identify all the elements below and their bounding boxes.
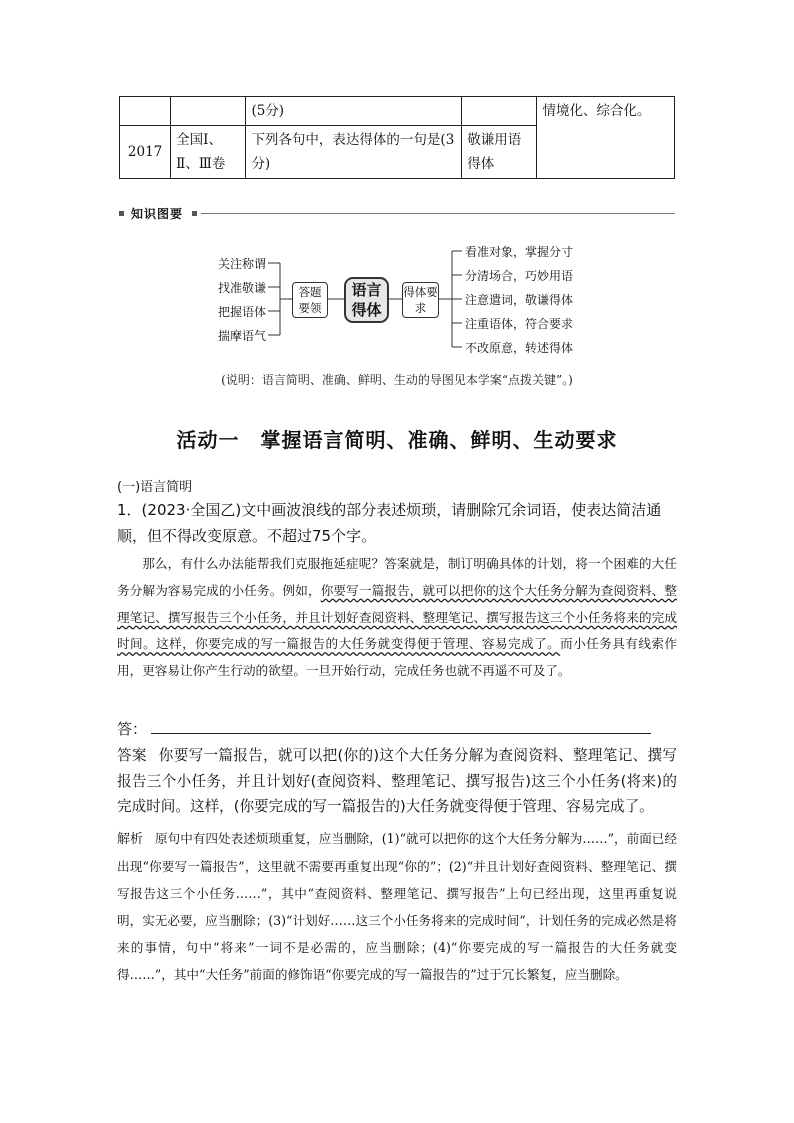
year-cell: 2017: [120, 126, 171, 179]
mind-left-item: 揣摩语气: [217, 329, 266, 343]
question-cell: (5分): [246, 97, 462, 126]
answer-blank-line: [117, 718, 677, 739]
activity-title: 活动一 掌握语言简明、准确、鲜明、生动要求: [176, 428, 618, 452]
mind-right-item: 分清场合，巧妙用语: [465, 269, 574, 283]
section-title: 知识图要: [131, 207, 184, 221]
mind-map-note: (说明：语言简明、准确、鲜明、生动的导图见本学案“点拨关键”。): [221, 373, 573, 387]
requirements-box: [402, 282, 439, 318]
passage-text: 而小任务具有线索作用，更容易让你产生行动的欲望。一旦开始行动，完成任务也就不再遥不可及了。: [117, 636, 678, 679]
answer-prompt: 答：: [117, 720, 148, 738]
volume-cell: [171, 97, 246, 126]
square-bullet-icon: [192, 211, 197, 216]
requirements-label: 得体要求: [403, 285, 438, 315]
year-cell: [120, 97, 171, 126]
exam-table: [119, 96, 675, 179]
mind-left-item: 找准敬谦: [217, 281, 266, 295]
answer-text: 你要写一篇报告，就可以把(你的)这个大任务分解为查阅资料、整理笔记、撰写报告三个小任务，并且计划好(查阅资料、整理笔记、撰写报告)这三个小任务(将来)的完成时间。这样，(你要完成的写一篇报告的)大任务就变得便于管理、容易完成了。: [117, 747, 677, 816]
mind-right-item: 不改原意，转述得体: [465, 341, 574, 355]
mind-map: [200, 236, 600, 356]
mind-left-item: 关注称谓: [217, 257, 266, 271]
passage-text: 那么，有什么办法能帮我们克服拖延症呢？答案就是，制订明确具体的计划，将一个困难的大任务分解为容易完成的小任务。例如，: [117, 556, 677, 598]
table-row: [120, 97, 675, 126]
language-appropriate-box: [344, 277, 389, 323]
mind-right-item: 看准对象，掌握分寸: [465, 245, 574, 259]
volume-cell: 全国Ⅰ、Ⅱ、Ⅲ卷: [171, 126, 246, 179]
subsection-title: (一)语言简明: [117, 480, 193, 495]
requirement-cell: 情境化、综合化。: [537, 97, 675, 179]
point-cell: 敬谦用语得体: [462, 126, 537, 179]
analysis-label: 解析: [117, 832, 144, 847]
answer-essentials-box: [292, 282, 328, 318]
center-node-label: 语言得体: [351, 281, 382, 319]
passage: [117, 551, 677, 685]
mind-right-item: 注重语体，符合要求: [465, 317, 574, 331]
point-cell: [462, 97, 537, 126]
square-bullet-icon: [119, 211, 124, 216]
section-header: [119, 206, 675, 222]
answer-blank[interactable]: [151, 718, 651, 734]
analysis-block: [117, 825, 677, 988]
mind-left-item: 把握语体: [217, 305, 266, 319]
answer-label: 答案: [117, 747, 147, 764]
divider: [201, 213, 675, 214]
question-cell: 下列各句中，表达得体的一句是(3分): [246, 126, 462, 179]
question-text: 1．(2023·全国乙)文中画波浪线的部分表述烦琐，请删除冗余词语，使表达简洁通顺，但不得改变原意。不超过75个字。: [117, 501, 662, 545]
answer-essentials-label: 答题要领: [298, 285, 322, 315]
answer-block: [117, 743, 677, 820]
mind-right-item: 注意遣词，敬谦得体: [465, 293, 574, 307]
analysis-text: 原句中有四处表述烦琐重复，应当删除，(1)“就可以把你的这个大任务分解为……”，前面已经出现“你要写一篇报告”，这里就不需要再重复出现“你的”；(2)“并且计划好查阅资料、整理笔记、撰写报告这三个小任务……”，其中“查阅资料、整理笔记、撰写报告”上句已经出现，这里再重复说明，实无必要，应当删除；(3)“计划好……这三个小任务将来的完成时间”，计划任务的完成必然是将来的事情，句中“将来”一词不是必需的，应当删除；(4)“你要完成的写一篇报告的大任务就变得……”，其中“大任务”前面的修饰语“你要完成的写一篇报告的”过于冗长繁复，应当删除。: [117, 831, 677, 982]
wavy-underlined-text: 你要写一篇报告，就可以把你的这个大任务分解为查阅资料、整理笔记、撰写报告三个小任务，并且计划好查阅资料、整理笔记、撰写报告这三个小任务将来的完成时间。这样，你要完成的写一篇报告的大任务就变得便于管理、容易完成了。: [117, 582, 678, 652]
